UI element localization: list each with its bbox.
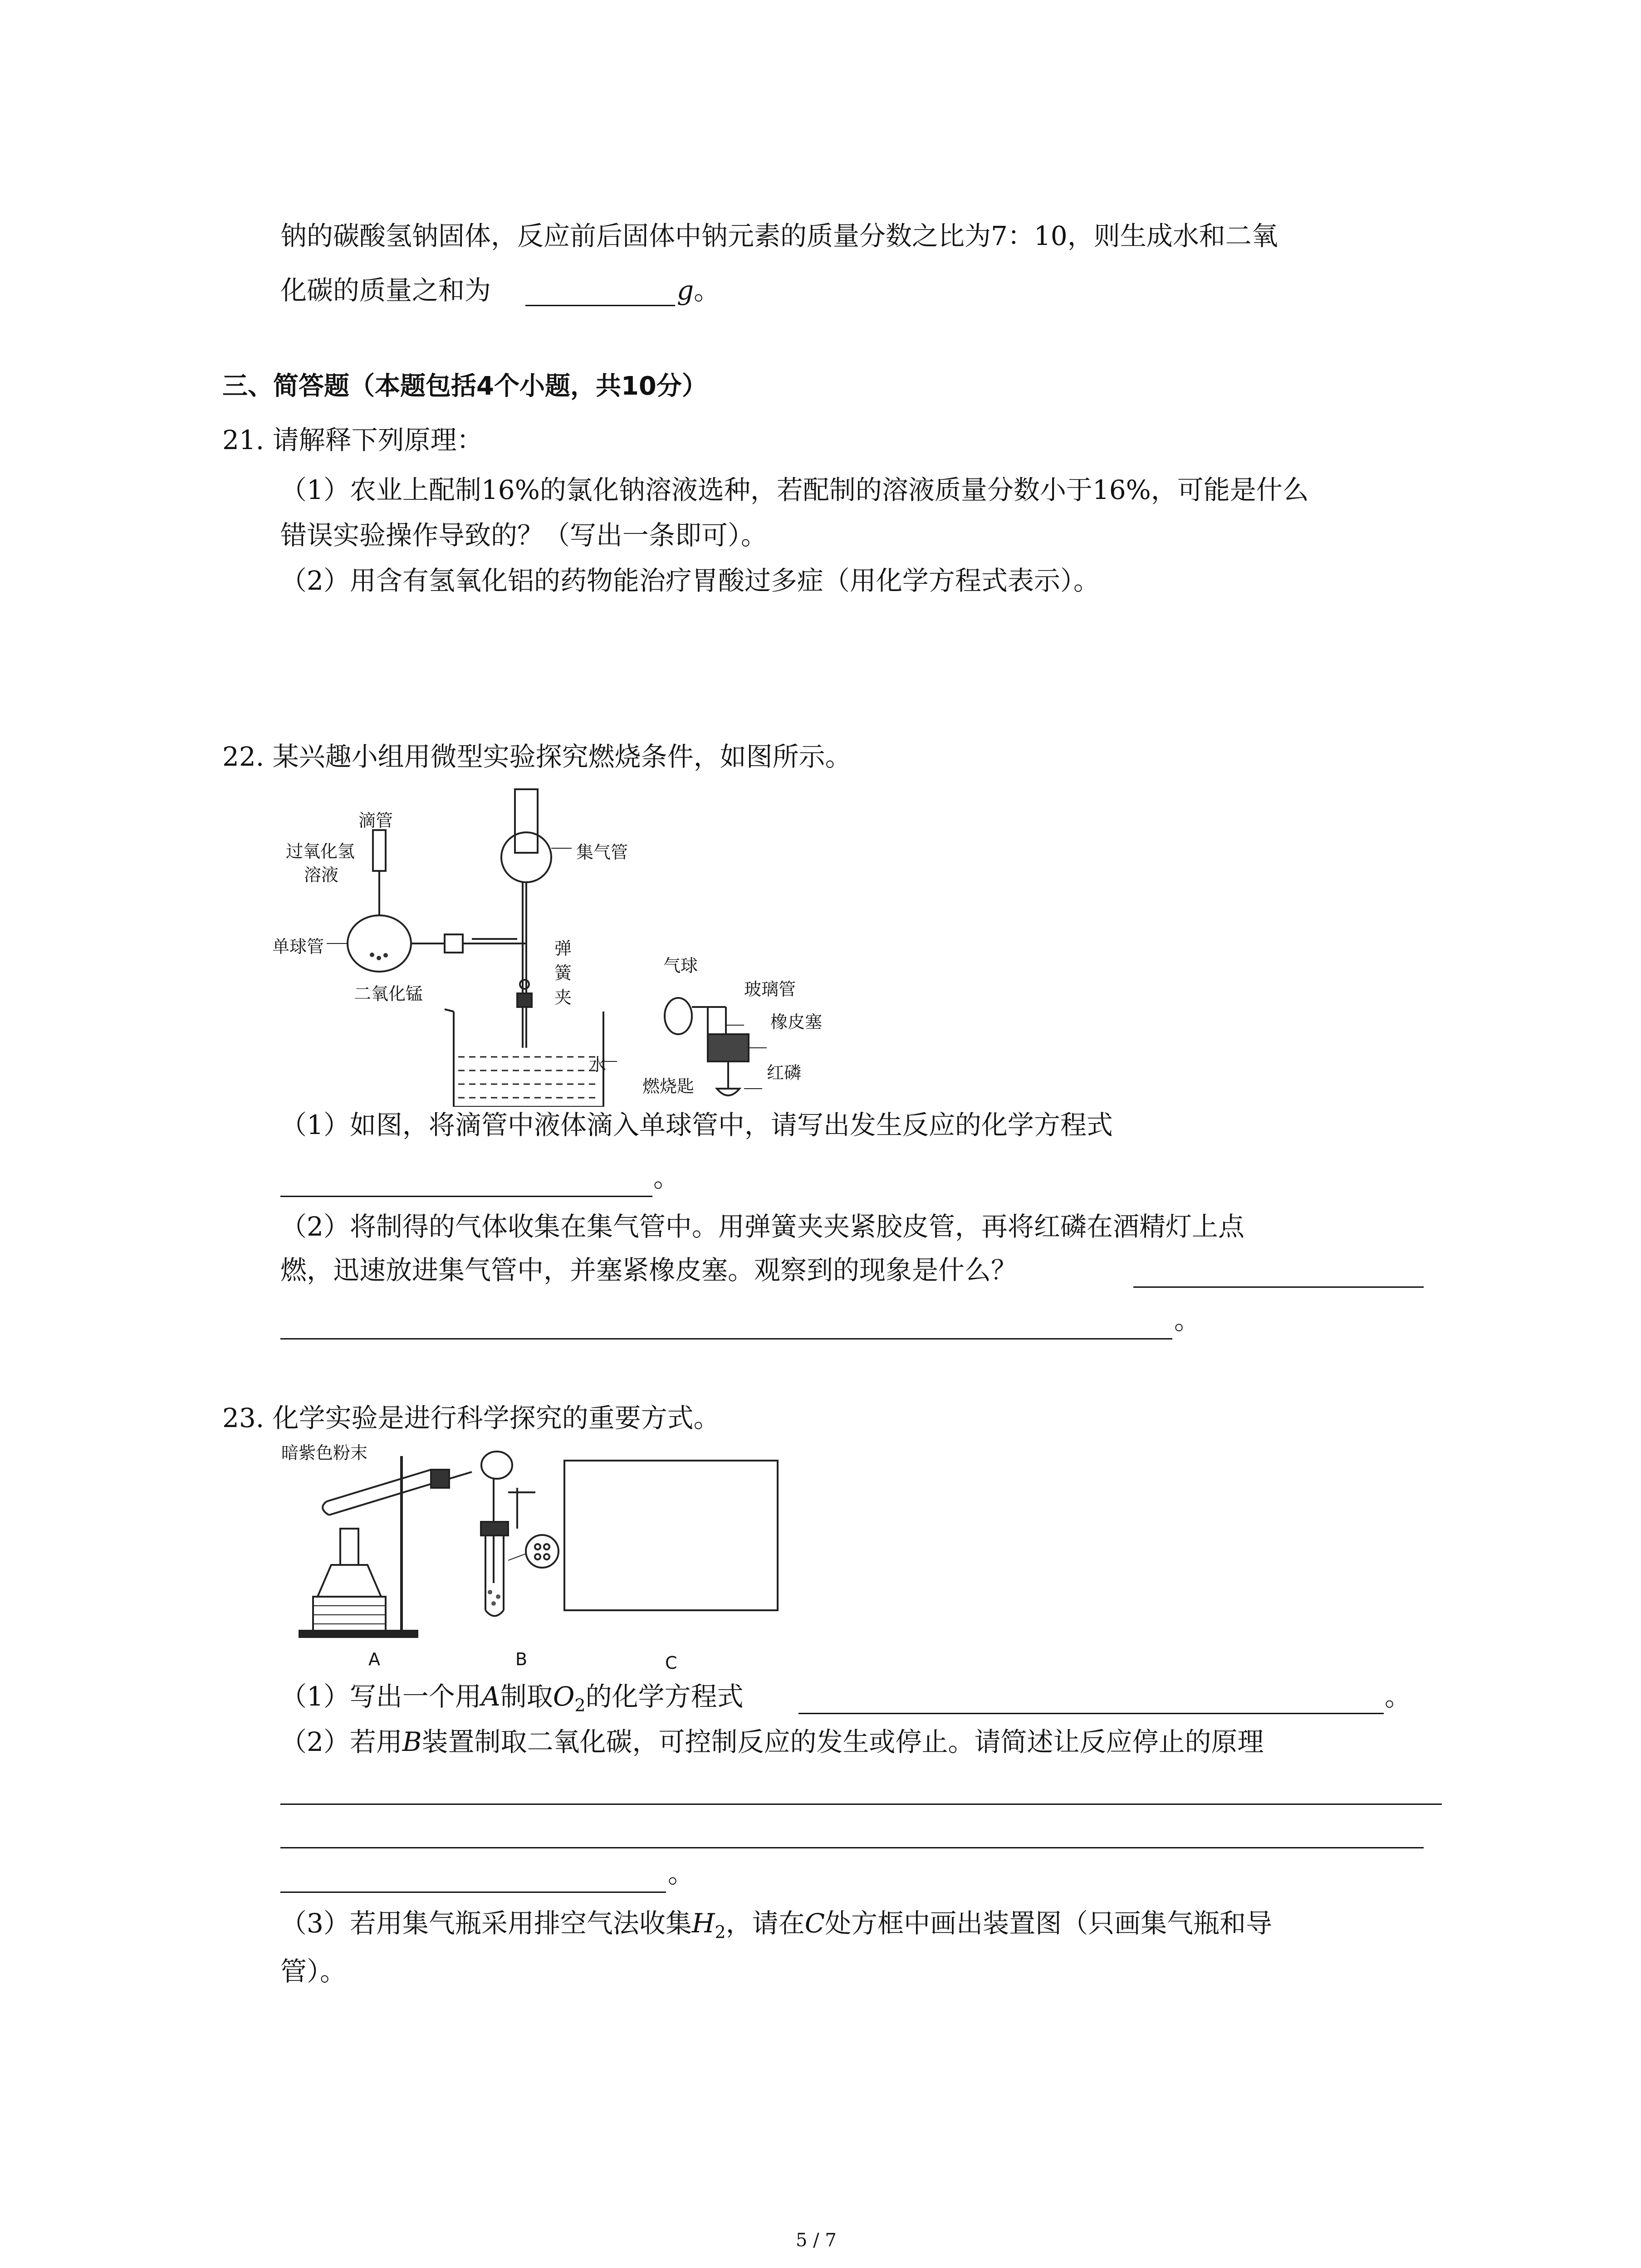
question-23-part3-cont: 管）。 <box>280 1956 347 1987</box>
label-gas-tube: 集气管 <box>576 842 628 862</box>
label-spring-clip-3: 夹 <box>554 987 572 1007</box>
label-mno2: 二氧化锰 <box>354 984 423 1004</box>
question-21-part1-cont: 错误实验操作导致的？（写出一条即可）。 <box>280 520 768 551</box>
question-23-part2 <box>280 1724 1264 1760</box>
question-22-part1: （1）如图，将滴管中液体滴入单球管中，请写出发生反应的化学方程式 <box>280 1110 1113 1140</box>
lab-apparatus-figure <box>281 1447 826 1642</box>
label-water: 水 <box>589 1055 607 1075</box>
answer-blank[interactable] <box>280 1196 652 1197</box>
unit-text <box>677 272 720 308</box>
text-span: （2）若用 <box>280 1726 402 1757</box>
label-dropper: 滴管 <box>358 811 393 831</box>
punct: 。 <box>1174 1305 1201 1335</box>
label-bulb-tube: 单球管 <box>272 937 324 957</box>
label-B: B <box>515 1649 528 1669</box>
answer-blank[interactable] <box>280 1338 1172 1339</box>
question-23-part3 <box>280 1905 1272 1950</box>
answer-blank[interactable] <box>280 1847 1424 1848</box>
var-A: A <box>481 1681 500 1712</box>
question-21-stem: 21. 请解释下列原理： <box>222 425 483 455</box>
var-O: O <box>553 1681 575 1712</box>
var-H: H <box>691 1908 715 1939</box>
label-purple-powder: 暗紫色粉末 <box>281 1443 368 1463</box>
label-spring-clip-2: 簧 <box>554 963 572 983</box>
question-23-part1 <box>280 1678 744 1724</box>
label-red-phosphorus: 红磷 <box>767 1063 802 1083</box>
punct: 。 <box>1385 1681 1411 1712</box>
text-span: 处方框中画出装置图（只画集气瓶和导 <box>825 1908 1273 1939</box>
var-B: B <box>402 1726 422 1757</box>
text-span: ，请在 <box>725 1908 805 1939</box>
section-title: 三、简答题（本题包括4个小题，共10分） <box>222 371 707 401</box>
text-span: 装置制取二氧化碳，可控制反应的发生或停止。请简述让反应停止的原理 <box>421 1726 1264 1757</box>
answer-blank[interactable] <box>1133 1286 1424 1288</box>
text-span: （1）写出一个用 <box>280 1681 481 1712</box>
label-stopper: 橡皮塞 <box>770 1012 823 1032</box>
answer-blank[interactable] <box>798 1713 1384 1714</box>
question-22-part2-cont: 燃，迅速放进集气管中，并塞紧橡皮塞。观察到的现象是什么？ <box>280 1255 1018 1286</box>
text-span: 化碳的质量之和为 <box>280 275 491 306</box>
answer-blank[interactable] <box>280 1892 666 1893</box>
label-balloon: 气球 <box>663 956 698 976</box>
label-C: C <box>665 1653 677 1673</box>
question-21-part1: （1）农业上配制16%的氯化钠溶液选种，若配制的溶液质量分数小于16%，可能是什么 <box>280 474 1309 505</box>
question-23-stem: 23. 化学实验是进行科学探究的重要方式。 <box>222 1403 720 1433</box>
text-span: （3）若用集气瓶采用排空气法收集 <box>280 1908 692 1939</box>
var-C: C <box>804 1908 825 1939</box>
punct: 。 <box>694 275 720 306</box>
unit-g: g <box>677 275 694 306</box>
label-A: A <box>368 1649 380 1669</box>
subscript: 2 <box>574 1695 586 1716</box>
label-h2o2: 过氧化氢 <box>286 841 355 861</box>
page-number: 5 / 7 <box>796 2230 837 2251</box>
label-spoon: 燃烧匙 <box>642 1076 695 1096</box>
answer-blank[interactable] <box>525 305 675 306</box>
label-spring-clip-1: 弹 <box>554 938 572 958</box>
punct: 。 <box>653 1162 680 1193</box>
text-line <box>280 272 491 308</box>
text-line: 钠的碳酸氢钠固体，反应前后固体中钠元素的质量分数之比为7：10，则生成水和二氧 <box>280 220 1278 251</box>
label-glass-tube: 玻璃管 <box>744 979 796 999</box>
text-span: 制取 <box>500 1681 553 1712</box>
question-22-part2: （2）将制得的气体收集在集气管中。用弹簧夹夹紧胶皮管，再将红磷在酒精灯上点 <box>280 1211 1244 1242</box>
answer-blank[interactable] <box>280 1804 1442 1805</box>
subscript: 2 <box>715 1922 726 1942</box>
label-h2o2-solution: 溶液 <box>304 865 339 885</box>
question-21-part2: （2）用含有氢氧化铝的药物能治疗胃酸过多症（用化学方程式表示）。 <box>280 565 1100 596</box>
punct: 。 <box>668 1858 695 1889</box>
text-span: 的化学方程式 <box>585 1681 744 1712</box>
question-22-stem: 22. 某兴趣小组用微型实验探究燃烧条件，如图所示。 <box>222 741 852 772</box>
